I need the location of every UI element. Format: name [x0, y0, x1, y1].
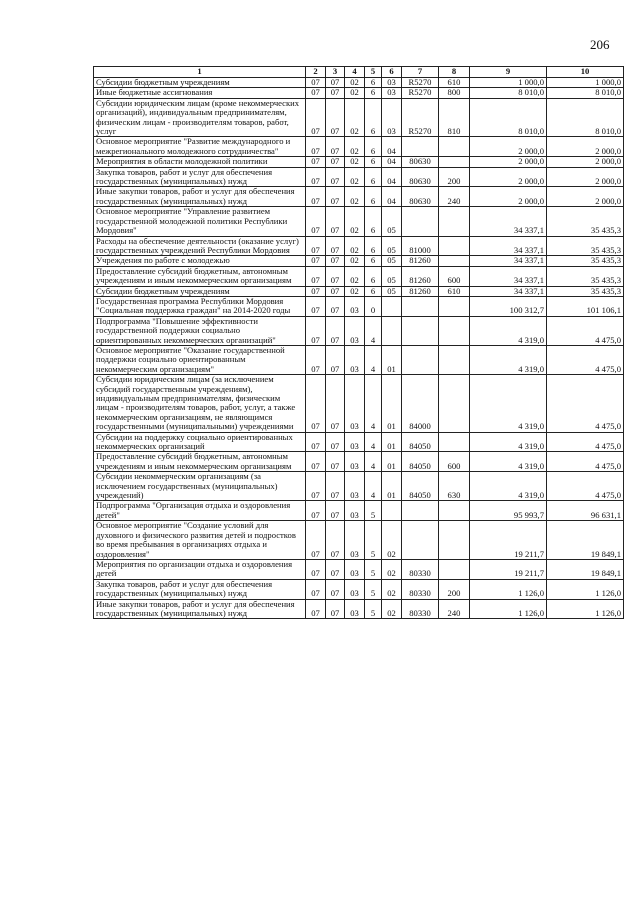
program-code-cell: 03: [345, 521, 365, 560]
program-code-cell: 03: [345, 432, 365, 452]
amount-year-1-cell: 4 319,0: [470, 432, 547, 452]
amount-year-2-cell: 35 435,3: [547, 256, 624, 266]
row-name-cell: Субсидии бюджетным учреждениям: [94, 286, 306, 296]
subsection-code-cell: 07: [326, 472, 345, 501]
table-header-row: [94, 67, 624, 78]
direction-code-cell: 84050: [402, 472, 439, 501]
expense-type-code-cell: [439, 501, 470, 521]
row-name-cell: Мероприятия по организации отдыха и оздоровления детей: [94, 559, 306, 579]
subsection-code-cell: 07: [326, 559, 345, 579]
program-code-cell: 02: [345, 256, 365, 266]
expense-type-code-cell: 810: [439, 98, 470, 137]
header-cell: 8: [439, 67, 470, 78]
event-code-cell: 04: [382, 137, 402, 157]
direction-code-cell: 81260: [402, 256, 439, 266]
expense-type-code-cell: [439, 236, 470, 256]
subsection-code-cell: 07: [326, 452, 345, 472]
table-row: [94, 157, 624, 167]
subsection-code-cell: 07: [326, 256, 345, 266]
subprogram-code-cell: 6: [365, 236, 382, 256]
subprogram-code-cell: 6: [365, 207, 382, 236]
section-code-cell: 07: [306, 78, 326, 88]
subsection-code-cell: 07: [326, 579, 345, 599]
row-name-cell: Учреждения по работе с молодежью: [94, 256, 306, 266]
row-name-cell: Предоставление субсидий бюджетным, автономным учреждениям и иным некоммерческим организациям: [94, 452, 306, 472]
subprogram-code-cell: 4: [365, 452, 382, 472]
amount-year-1-cell: 34 337,1: [470, 286, 547, 296]
subsection-code-cell: 07: [326, 375, 345, 432]
amount-year-1-cell: 19 211,7: [470, 559, 547, 579]
subsection-code-cell: 07: [326, 187, 345, 207]
expense-type-code-cell: [439, 157, 470, 167]
row-name-cell: Иные закупки товаров, работ и услуг для обеспечения государственных (муниципальных) нужд: [94, 187, 306, 207]
section-code-cell: 07: [306, 88, 326, 98]
table-row: [94, 256, 624, 266]
direction-code-cell: 80330: [402, 559, 439, 579]
section-code-cell: 07: [306, 559, 326, 579]
row-name-cell: Подпрограмма "Повышение эффективности государственной поддержки социально ориентированных некоммерческих организаций": [94, 316, 306, 345]
subprogram-code-cell: 4: [365, 432, 382, 452]
header-cell: 4: [345, 67, 365, 78]
amount-year-1-cell: 1 000,0: [470, 78, 547, 88]
amount-year-1-cell: 4 319,0: [470, 452, 547, 472]
program-code-cell: 03: [345, 599, 365, 619]
expense-type-code-cell: [439, 316, 470, 345]
amount-year-1-cell: 4 319,0: [470, 316, 547, 345]
table-row: [94, 432, 624, 452]
section-code-cell: 07: [306, 98, 326, 137]
table-row: [94, 472, 624, 501]
amount-year-1-cell: 1 126,0: [470, 599, 547, 619]
amount-year-1-cell: 8 010,0: [470, 98, 547, 137]
amount-year-2-cell: 1 000,0: [547, 78, 624, 88]
subsection-code-cell: 07: [326, 236, 345, 256]
section-code-cell: 07: [306, 599, 326, 619]
section-code-cell: 07: [306, 296, 326, 316]
subprogram-code-cell: 6: [365, 286, 382, 296]
amount-year-2-cell: 19 849,1: [547, 559, 624, 579]
program-code-cell: 03: [345, 452, 365, 472]
event-code-cell: 01: [382, 452, 402, 472]
program-code-cell: 02: [345, 167, 365, 187]
event-code-cell: [382, 316, 402, 345]
amount-year-1-cell: 34 337,1: [470, 236, 547, 256]
amount-year-1-cell: 4 319,0: [470, 375, 547, 432]
row-name-cell: Иные закупки товаров, работ и услуг для обеспечения государственных (муниципальных) нужд: [94, 599, 306, 619]
table-row: [94, 345, 624, 374]
event-code-cell: [382, 501, 402, 521]
program-code-cell: 02: [345, 98, 365, 137]
direction-code-cell: R5270: [402, 88, 439, 98]
amount-year-2-cell: 35 435,3: [547, 266, 624, 286]
header-cell: 3: [326, 67, 345, 78]
row-name-cell: Субсидии юридическим лицам (кроме некоммерческих организаций), индивидуальным предпринимателям, физическим лицам - производителям товаров, работ, услуг: [94, 98, 306, 137]
subprogram-code-cell: 5: [365, 521, 382, 560]
direction-code-cell: 84000: [402, 375, 439, 432]
table-row: [94, 375, 624, 432]
row-name-cell: Закупка товаров, работ и услуг для обеспечения государственных (муниципальных) нужд: [94, 579, 306, 599]
table-row: [94, 559, 624, 579]
direction-code-cell: 80630: [402, 157, 439, 167]
amount-year-1-cell: 2 000,0: [470, 157, 547, 167]
section-code-cell: 07: [306, 521, 326, 560]
direction-code-cell: [402, 296, 439, 316]
subsection-code-cell: 07: [326, 137, 345, 157]
expense-type-code-cell: 240: [439, 599, 470, 619]
header-cell: 10: [547, 67, 624, 78]
expense-type-code-cell: [439, 345, 470, 374]
header-cell: 9: [470, 67, 547, 78]
amount-year-2-cell: 4 475,0: [547, 345, 624, 374]
row-name-cell: Субсидии бюджетным учреждениям: [94, 78, 306, 88]
amount-year-2-cell: 4 475,0: [547, 452, 624, 472]
event-code-cell: 03: [382, 88, 402, 98]
row-name-cell: Закупка товаров, работ и услуг для обеспечения государственных (муниципальных) нужд: [94, 167, 306, 187]
subprogram-code-cell: 6: [365, 266, 382, 286]
event-code-cell: 04: [382, 157, 402, 167]
program-code-cell: 03: [345, 579, 365, 599]
section-code-cell: 07: [306, 345, 326, 374]
subprogram-code-cell: 5: [365, 599, 382, 619]
table-row: [94, 207, 624, 236]
program-code-cell: 03: [345, 296, 365, 316]
row-name-cell: Субсидии на поддержку социально ориентированных некоммерческих организаций: [94, 432, 306, 452]
table-row: [94, 501, 624, 521]
event-code-cell: 02: [382, 579, 402, 599]
section-code-cell: 07: [306, 157, 326, 167]
subprogram-code-cell: 4: [365, 375, 382, 432]
event-code-cell: 01: [382, 345, 402, 374]
amount-year-2-cell: 19 849,1: [547, 521, 624, 560]
event-code-cell: 05: [382, 266, 402, 286]
subprogram-code-cell: 5: [365, 579, 382, 599]
expense-type-code-cell: 240: [439, 187, 470, 207]
amount-year-1-cell: 34 337,1: [470, 207, 547, 236]
amount-year-1-cell: 34 337,1: [470, 266, 547, 286]
subprogram-code-cell: 6: [365, 187, 382, 207]
header-cell: 1: [94, 67, 306, 78]
amount-year-1-cell: 2 000,0: [470, 187, 547, 207]
table-row: [94, 286, 624, 296]
expense-type-code-cell: 800: [439, 88, 470, 98]
row-name-cell: Основное мероприятие "Управление развитием государственной молодежной политики Республики Мордовия": [94, 207, 306, 236]
amount-year-2-cell: 35 435,3: [547, 236, 624, 256]
event-code-cell: 01: [382, 472, 402, 501]
direction-code-cell: [402, 345, 439, 374]
section-code-cell: 07: [306, 501, 326, 521]
direction-code-cell: R5270: [402, 98, 439, 137]
event-code-cell: 02: [382, 559, 402, 579]
amount-year-1-cell: 8 010,0: [470, 88, 547, 98]
expense-type-code-cell: [439, 256, 470, 266]
subsection-code-cell: 07: [326, 521, 345, 560]
direction-code-cell: 81000: [402, 236, 439, 256]
subprogram-code-cell: 0: [365, 296, 382, 316]
amount-year-1-cell: 19 211,7: [470, 521, 547, 560]
table-row: [94, 98, 624, 137]
subprogram-code-cell: 6: [365, 157, 382, 167]
row-name-cell: Предоставление субсидий бюджетным, автономным учреждениям и иным некоммерческим организациям: [94, 266, 306, 286]
row-name-cell: Иные бюджетные ассигнования: [94, 88, 306, 98]
amount-year-2-cell: 2 000,0: [547, 137, 624, 157]
table-row: [94, 236, 624, 256]
subprogram-code-cell: 6: [365, 98, 382, 137]
direction-code-cell: [402, 501, 439, 521]
subsection-code-cell: 07: [326, 78, 345, 88]
direction-code-cell: 80630: [402, 167, 439, 187]
section-code-cell: 07: [306, 167, 326, 187]
expense-type-code-cell: [439, 521, 470, 560]
program-code-cell: 02: [345, 236, 365, 256]
amount-year-2-cell: 4 475,0: [547, 472, 624, 501]
subsection-code-cell: 07: [326, 167, 345, 187]
subprogram-code-cell: 6: [365, 137, 382, 157]
event-code-cell: [382, 296, 402, 316]
event-code-cell: 01: [382, 375, 402, 432]
amount-year-1-cell: 4 319,0: [470, 345, 547, 374]
event-code-cell: 04: [382, 167, 402, 187]
direction-code-cell: [402, 521, 439, 560]
subprogram-code-cell: 6: [365, 167, 382, 187]
table-body: [94, 78, 624, 619]
amount-year-2-cell: 4 475,0: [547, 316, 624, 345]
amount-year-2-cell: 8 010,0: [547, 98, 624, 137]
header-cell: 2: [306, 67, 326, 78]
subprogram-code-cell: 6: [365, 256, 382, 266]
subprogram-code-cell: 4: [365, 472, 382, 501]
section-code-cell: 07: [306, 266, 326, 286]
header-cell: 5: [365, 67, 382, 78]
direction-code-cell: 81260: [402, 286, 439, 296]
event-code-cell: 01: [382, 432, 402, 452]
program-code-cell: 03: [345, 559, 365, 579]
section-code-cell: 07: [306, 375, 326, 432]
section-code-cell: 07: [306, 472, 326, 501]
expense-type-code-cell: 200: [439, 579, 470, 599]
amount-year-2-cell: 8 010,0: [547, 88, 624, 98]
direction-code-cell: R5270: [402, 78, 439, 88]
subsection-code-cell: 07: [326, 266, 345, 286]
header-cell: 7: [402, 67, 439, 78]
event-code-cell: 03: [382, 78, 402, 88]
event-code-cell: 04: [382, 187, 402, 207]
subprogram-code-cell: 5: [365, 501, 382, 521]
section-code-cell: 07: [306, 286, 326, 296]
page-number: 206: [590, 37, 610, 52]
expense-type-code-cell: [439, 296, 470, 316]
section-code-cell: 07: [306, 236, 326, 256]
expense-type-code-cell: [439, 375, 470, 432]
subprogram-code-cell: 6: [365, 88, 382, 98]
table-row: [94, 452, 624, 472]
amount-year-2-cell: 2 000,0: [547, 187, 624, 207]
section-code-cell: 07: [306, 207, 326, 236]
direction-code-cell: 80330: [402, 599, 439, 619]
event-code-cell: 05: [382, 256, 402, 266]
expense-type-code-cell: 610: [439, 78, 470, 88]
direction-code-cell: 80630: [402, 187, 439, 207]
row-name-cell: Государственная программа Республики Мордовия "Социальная поддержка граждан" на 2014-2020 годы: [94, 296, 306, 316]
section-code-cell: 07: [306, 137, 326, 157]
amount-year-1-cell: 2 000,0: [470, 167, 547, 187]
event-code-cell: 05: [382, 207, 402, 236]
table-row: [94, 266, 624, 286]
section-code-cell: 07: [306, 256, 326, 266]
subsection-code-cell: 07: [326, 286, 345, 296]
expense-type-code-cell: [439, 137, 470, 157]
table-row: [94, 579, 624, 599]
amount-year-2-cell: 1 126,0: [547, 579, 624, 599]
program-code-cell: 02: [345, 137, 365, 157]
expense-type-code-cell: 610: [439, 286, 470, 296]
program-code-cell: 02: [345, 157, 365, 167]
subsection-code-cell: 07: [326, 501, 345, 521]
program-code-cell: 02: [345, 187, 365, 207]
subsection-code-cell: 07: [326, 157, 345, 167]
program-code-cell: 02: [345, 78, 365, 88]
direction-code-cell: 84050: [402, 432, 439, 452]
event-code-cell: 05: [382, 286, 402, 296]
amount-year-2-cell: 96 631,1: [547, 501, 624, 521]
section-code-cell: 07: [306, 316, 326, 345]
expense-type-code-cell: 600: [439, 266, 470, 286]
direction-code-cell: [402, 207, 439, 236]
amount-year-1-cell: 100 312,7: [470, 296, 547, 316]
row-name-cell: Субсидии юридическим лицам (за исключением субсидий государственным учреждениям), индивидуальным предпринимателям, физическим лицам - производителям товаров, работ, услуг, а также некоммерческим организациям, не являющимся государственными (муниципальными) учреждениями: [94, 375, 306, 432]
table-row: [94, 316, 624, 345]
amount-year-2-cell: 101 106,1: [547, 296, 624, 316]
subsection-code-cell: 07: [326, 207, 345, 236]
direction-code-cell: 80330: [402, 579, 439, 599]
row-name-cell: Мероприятия в области молодежной политики: [94, 157, 306, 167]
program-code-cell: 03: [345, 316, 365, 345]
program-code-cell: 02: [345, 207, 365, 236]
subsection-code-cell: 07: [326, 599, 345, 619]
subprogram-code-cell: 6: [365, 78, 382, 88]
event-code-cell: 02: [382, 521, 402, 560]
section-code-cell: 07: [306, 187, 326, 207]
amount-year-2-cell: 4 475,0: [547, 375, 624, 432]
row-name-cell: Подпрограмма "Организация отдыха и оздоровления детей": [94, 501, 306, 521]
header-cell: 6: [382, 67, 402, 78]
table-row: [94, 137, 624, 157]
table-row: [94, 599, 624, 619]
table-row: [94, 296, 624, 316]
subprogram-code-cell: 5: [365, 559, 382, 579]
amount-year-1-cell: 2 000,0: [470, 137, 547, 157]
event-code-cell: 03: [382, 98, 402, 137]
subprogram-code-cell: 4: [365, 316, 382, 345]
table-row: [94, 167, 624, 187]
program-code-cell: 02: [345, 286, 365, 296]
program-code-cell: 02: [345, 88, 365, 98]
row-name-cell: Основное мероприятие "Развитие международного и межрегионального молодежного сотрудничества": [94, 137, 306, 157]
table-row: [94, 88, 624, 98]
amount-year-2-cell: 1 126,0: [547, 599, 624, 619]
program-code-cell: 03: [345, 375, 365, 432]
direction-code-cell: 84050: [402, 452, 439, 472]
amount-year-2-cell: 35 435,3: [547, 286, 624, 296]
expense-type-code-cell: 630: [439, 472, 470, 501]
event-code-cell: 05: [382, 236, 402, 256]
program-code-cell: 02: [345, 266, 365, 286]
expense-type-code-cell: [439, 559, 470, 579]
amount-year-1-cell: 34 337,1: [470, 256, 547, 266]
row-name-cell: Основное мероприятие "Оказание государственной поддержки социально ориентированным некоммерческим организациям": [94, 345, 306, 374]
amount-year-2-cell: 4 475,0: [547, 432, 624, 452]
program-code-cell: 03: [345, 345, 365, 374]
expense-type-code-cell: 200: [439, 167, 470, 187]
subsection-code-cell: 07: [326, 345, 345, 374]
expense-type-code-cell: 600: [439, 452, 470, 472]
direction-code-cell: [402, 316, 439, 345]
section-code-cell: 07: [306, 452, 326, 472]
subsection-code-cell: 07: [326, 98, 345, 137]
expense-type-code-cell: [439, 432, 470, 452]
table-row: [94, 78, 624, 88]
direction-code-cell: [402, 137, 439, 157]
amount-year-2-cell: 2 000,0: [547, 157, 624, 167]
table-row: [94, 187, 624, 207]
amount-year-1-cell: 4 319,0: [470, 472, 547, 501]
program-code-cell: 03: [345, 472, 365, 501]
subsection-code-cell: 07: [326, 432, 345, 452]
subsection-code-cell: 07: [326, 88, 345, 98]
subprogram-code-cell: 4: [365, 345, 382, 374]
direction-code-cell: 81260: [402, 266, 439, 286]
budget-table: [93, 66, 624, 619]
row-name-cell: Расходы на обеспечение деятельности (оказание услуг) государственных учреждений Республики Мордовия: [94, 236, 306, 256]
event-code-cell: 02: [382, 599, 402, 619]
amount-year-2-cell: 2 000,0: [547, 167, 624, 187]
subsection-code-cell: 07: [326, 316, 345, 345]
amount-year-2-cell: 35 435,3: [547, 207, 624, 236]
amount-year-1-cell: 95 993,7: [470, 501, 547, 521]
expense-type-code-cell: [439, 207, 470, 236]
row-name-cell: Субсидии некоммерческим организациям (за исключением государственных (муниципальных) учреждений): [94, 472, 306, 501]
section-code-cell: 07: [306, 432, 326, 452]
table-row: [94, 521, 624, 560]
program-code-cell: 03: [345, 501, 365, 521]
subsection-code-cell: 07: [326, 296, 345, 316]
row-name-cell: Основное мероприятие "Создание условий для духовного и физического развития детей и подростков во время пребывания в организациях отдыха и оздоровления": [94, 521, 306, 560]
amount-year-1-cell: 1 126,0: [470, 579, 547, 599]
section-code-cell: 07: [306, 579, 326, 599]
